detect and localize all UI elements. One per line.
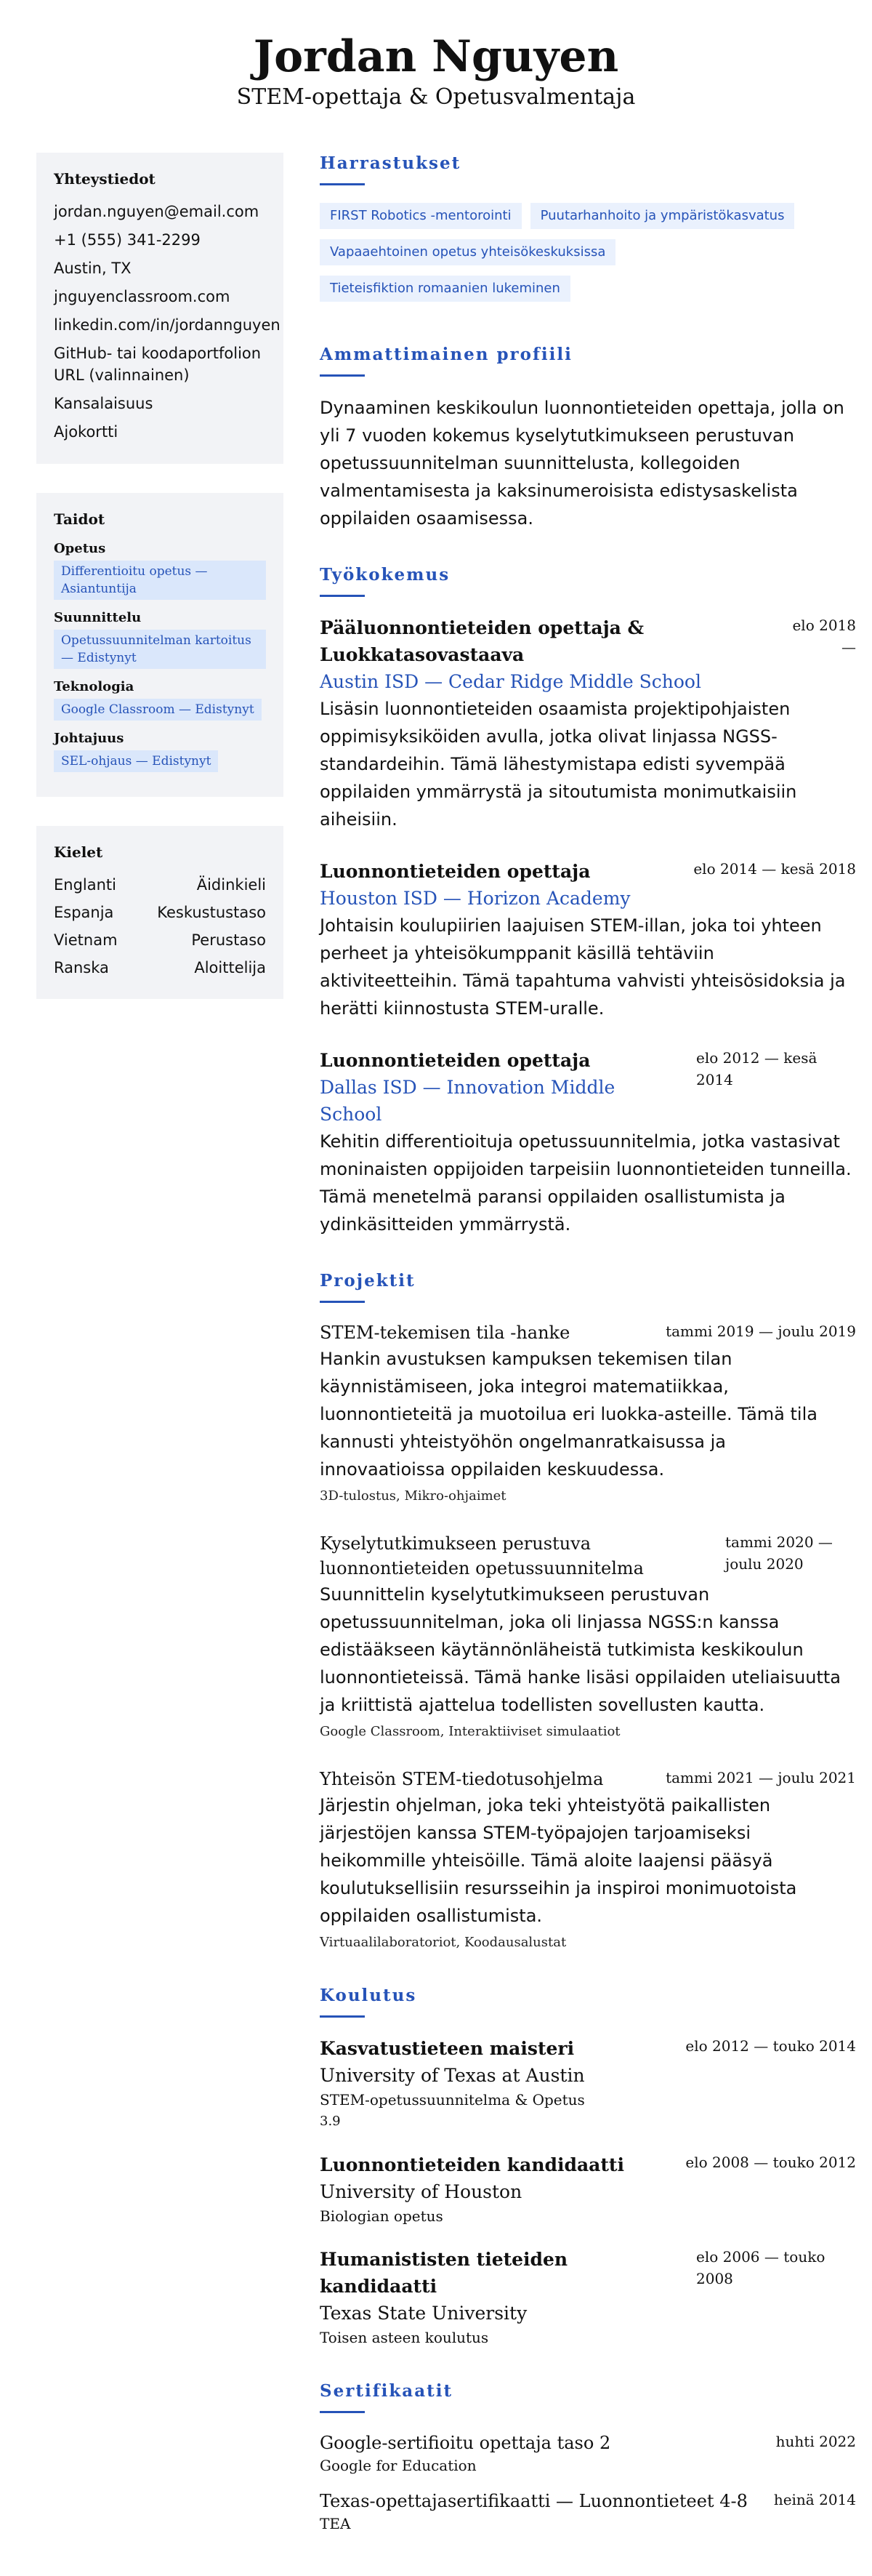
job-title: Luonnontieteiden opettaja xyxy=(320,1050,591,1071)
resume-body xyxy=(0,112,872,2576)
experience-item xyxy=(320,614,856,833)
item-header xyxy=(320,2151,856,2178)
item-header xyxy=(320,2246,856,2300)
certification-date: heinä 2014 xyxy=(773,2491,856,2508)
contact-location: Austin, TX xyxy=(54,260,132,277)
skill-group xyxy=(54,541,266,600)
skill-tag: Opetussuunnitelman kartoitus — Edistynyt xyxy=(54,630,266,669)
contact-title: Yhteystiedot xyxy=(54,170,156,188)
job-desc: Johtaisin koulupiirien laajuisen STEM-illan, joka toi yhteen perheet ja yhteisökumppanit käsillä tehtäviin aktiviteetteihin. Tämä tapahtuma vahvisti yhteisösidoksia ja herätti kiinnostusta STEM-uralle. xyxy=(320,915,846,1019)
skill-tag: Differentioitu opetus — Asiantuntija xyxy=(54,561,266,600)
project-tech: Virtuaalilaboratoriot, Koodausalustat xyxy=(320,1935,567,1950)
skill-group xyxy=(54,679,266,721)
school-name: University of Houston xyxy=(320,2181,522,2202)
section-underline xyxy=(320,2015,365,2018)
job-desc: Lisäsin luonnontieteiden osaamista projektipohjaisten oppimisyksiköiden avulla, jotka olivat linjassa NGSS-standardeihin. Tämä lähestymistapa edisti syvempää oppilaiden ymmärrystä ja sitoutumista monimutkaisiin aiheisiin. xyxy=(320,699,797,830)
job-org: Austin ISD — Cedar Ridge Middle School xyxy=(320,671,701,692)
education-date: elo 2008 — touko 2012 xyxy=(685,2154,856,2171)
item-header xyxy=(320,2035,856,2062)
job-date: elo 2012 — kesä 2014 xyxy=(696,1049,818,1088)
contact-linkedin[interactable]: linkedin.com/in/jordannguyen xyxy=(54,316,280,334)
language-row xyxy=(54,874,266,896)
education-item xyxy=(320,2151,856,2227)
project-tech: Google Classroom, Interaktiiviset simulaatiot xyxy=(320,1724,621,1739)
language-level: Perustaso xyxy=(191,931,266,949)
item-header xyxy=(320,1047,856,1128)
certification-item xyxy=(320,2489,856,2534)
degree-title: Humanististen tieteiden kandidaatti xyxy=(320,2249,568,2297)
certification-issuer: TEA xyxy=(320,2515,351,2532)
study-field: Toisen asteen koulutus xyxy=(320,2329,489,2346)
study-field: STEM-opetussuunnitelma & Opetus xyxy=(320,2091,585,2108)
item-header xyxy=(320,1320,856,1345)
experience-section xyxy=(320,564,856,1238)
contact-card xyxy=(36,153,283,464)
item-header xyxy=(320,1767,856,1791)
skill-group xyxy=(54,731,266,772)
hobby-chips xyxy=(320,203,856,312)
hobbies-title: Harrastukset xyxy=(320,153,461,173)
experience-item xyxy=(320,1047,856,1238)
school-name: Texas State University xyxy=(320,2303,528,2324)
education-section xyxy=(320,1985,856,2348)
section-underline xyxy=(320,2411,365,2413)
hobby-chip: Puutarhanhoito ja ympäristökasvatus xyxy=(530,203,795,229)
project-title: Kyselytutkimukseen perustuva luonnontieteiden opetussuunnitelma xyxy=(320,1533,644,1578)
person-name: Jordan Nguyen xyxy=(253,31,619,82)
skills-card xyxy=(36,493,283,797)
language-row xyxy=(54,929,266,951)
languages-card xyxy=(36,826,283,999)
experience-title: Työkokemus xyxy=(320,565,451,585)
language-level: Keskustustaso xyxy=(157,904,266,921)
contact-citizenship: Kansalaisuus xyxy=(54,395,153,412)
language-name: Espanja xyxy=(54,904,114,921)
study-field: Biologian opetus xyxy=(320,2207,443,2225)
project-item xyxy=(320,1767,856,1953)
degree-title: Kasvatustieteen maisteri xyxy=(320,2038,575,2059)
profile-text: Dynaaminen keskikoulun luonnontieteiden opettaja, jolla on yli 7 vuoden kokemus kyselytutkimukseen perustuvan opetussuunnitelman suunnittelusta, kollegoiden valmentamisesta ja kaksinumeroisista edistysaskelista oppilaiden osaamisessa. xyxy=(320,398,844,529)
experience-item xyxy=(320,858,856,1022)
language-row xyxy=(54,902,266,923)
skill-tag: SEL-ohjaus — Edistynyt xyxy=(54,750,218,772)
project-item xyxy=(320,1320,856,1506)
job-org: Dallas ISD — Innovation Middle School xyxy=(320,1077,615,1125)
certification-name: Google-sertifioitu opettaja taso 2 xyxy=(320,2433,611,2453)
project-title: STEM-tekemisen tila -hanke xyxy=(320,1323,570,1343)
contact-email[interactable]: jordan.nguyen@email.com xyxy=(54,203,259,220)
item-header xyxy=(320,1531,856,1581)
item-header xyxy=(320,858,856,885)
person-role: STEM-opettaja & Opetusvalmentaja xyxy=(236,84,636,110)
job-date: elo 2018 — xyxy=(792,617,856,656)
project-desc: Hankin avustuksen kampuksen tekemisen tilan käynnistämiseen, joka integroi matematiikkaa, luonnontieteitä ja muotoilua eri luokka-asteille. Tämä tila kannusti yhteistyöhön ongelmanratkaisussa ja innovaatioissa oppilaiden keskuudessa. xyxy=(320,1349,818,1480)
certification-name: Texas-opettajasertifikaatti — Luonnontieteet 4-8 xyxy=(320,2491,748,2511)
project-date: tammi 2019 — joulu 2019 xyxy=(666,1323,856,1340)
job-org: Houston ISD — Horizon Academy xyxy=(320,888,631,909)
contact-phone[interactable]: +1 (555) 341-2299 xyxy=(54,231,201,249)
language-name: Vietnam xyxy=(54,931,118,949)
project-tech: 3D-tulostus, Mikro-ohjaimet xyxy=(320,1488,506,1504)
job-desc: Kehitin differentioituja opetussuunnitelmia, jotka vastasivat moninaisten oppijoiden tarpeisiin luonnontieteiden tunneilla. Tämä menetelmä paransi oppilaiden osallistumista ja ydinkäsitteiden ymmärrystä. xyxy=(320,1131,852,1235)
degree-title: Luonnontieteiden kandidaatti xyxy=(320,2154,624,2175)
contact-portfolio: GitHub- tai koodaportfolion URL (valinnainen) xyxy=(54,345,262,384)
project-date: tammi 2020 — joulu 2020 xyxy=(725,1533,833,1573)
section-underline xyxy=(320,183,365,185)
item-header xyxy=(320,2431,856,2455)
section-underline xyxy=(320,1301,365,1303)
language-name: Ranska xyxy=(54,959,109,976)
sidebar xyxy=(36,153,283,2547)
project-item xyxy=(320,1531,856,1742)
hobby-chip: Vapaaehtoinen opetus yhteisökeskuksissa xyxy=(320,239,615,265)
project-date: tammi 2021 — joulu 2021 xyxy=(666,1769,856,1786)
job-title: Luonnontieteiden opettaja xyxy=(320,861,591,882)
hobby-chip: FIRST Robotics -mentorointi xyxy=(320,203,522,229)
job-title-block xyxy=(320,1047,669,1128)
education-title: Koulutus xyxy=(320,1986,417,2005)
certification-item xyxy=(320,2431,856,2476)
projects-title: Projektit xyxy=(320,1271,416,1291)
certification-issuer: Google for Education xyxy=(320,2457,477,2474)
language-row xyxy=(54,957,266,979)
job-title: Pääluonnontieteiden opettaja & Luokkatasovastaava xyxy=(320,617,645,665)
language-name: Englanti xyxy=(54,876,116,894)
skill-tag: Google Classroom — Edistynyt xyxy=(54,699,262,721)
education-date: elo 2006 — touko 2008 xyxy=(696,2248,825,2287)
contact-list xyxy=(54,201,280,443)
section-underline xyxy=(320,374,365,377)
section-underline xyxy=(320,595,365,597)
education-date: elo 2012 — touko 2014 xyxy=(685,2037,856,2055)
resume-header xyxy=(0,0,872,112)
language-level: Äidinkieli xyxy=(196,876,266,894)
hobbies-section xyxy=(320,153,856,312)
item-header xyxy=(320,614,856,668)
project-title: Yhteisön STEM-tiedotusohjelma xyxy=(320,1769,604,1789)
skill-category: Johtajuus xyxy=(54,731,124,746)
contact-license: Ajokortti xyxy=(54,423,118,441)
job-date: elo 2014 — kesä 2018 xyxy=(693,860,856,878)
certification-date: huhti 2022 xyxy=(775,2433,856,2450)
skill-group xyxy=(54,610,266,669)
languages-title: Kielet xyxy=(54,843,103,861)
hobby-chip: Tieteisfiktion romaanien lukeminen xyxy=(320,276,570,302)
project-desc: Suunnittelin kyselytutkimukseen perustuvan opetussuunnitelman, joka oli linjassa NGSS:n kanssa edistääkseen käytännönläheistä tutkimista keskikoulun luonnontieteissä. Tämä hanke lisäsi oppilaiden uteliaisuutta ja kriittistä ajattelua todellisten sovellusten kautta. xyxy=(320,1584,841,1715)
skill-category: Suunnittelu xyxy=(54,610,142,625)
certifications-title: Sertifikaatit xyxy=(320,2381,453,2401)
contact-website[interactable]: jnguyenclassroom.com xyxy=(54,288,230,305)
projects-section xyxy=(320,1270,856,1953)
education-item xyxy=(320,2246,856,2348)
education-item xyxy=(320,2035,856,2132)
profile-section xyxy=(320,344,856,532)
skill-category: Opetus xyxy=(54,541,106,556)
main-content xyxy=(320,153,856,2547)
school-name: University of Texas at Austin xyxy=(320,2065,585,2086)
language-level: Aloittelija xyxy=(194,959,266,976)
project-desc: Järjestin ohjelman, joka teki yhteistyötä paikallisten järjestöjen kanssa STEM-työpajojen tarjoamiseksi heikommille yhteisöille. Tämä aloite laajensi pääsyä koulutuksellisiin resursseihin ja inspiroi monimuotoista oppilaiden osallistumista. xyxy=(320,1795,797,1926)
skill-category: Teknologia xyxy=(54,679,134,694)
gpa-value: 3.9 xyxy=(320,2114,341,2129)
skills-title: Taidot xyxy=(54,510,105,528)
profile-title: Ammattimainen profiili xyxy=(320,345,573,364)
item-header xyxy=(320,2489,856,2513)
certifications-section xyxy=(320,2380,856,2534)
